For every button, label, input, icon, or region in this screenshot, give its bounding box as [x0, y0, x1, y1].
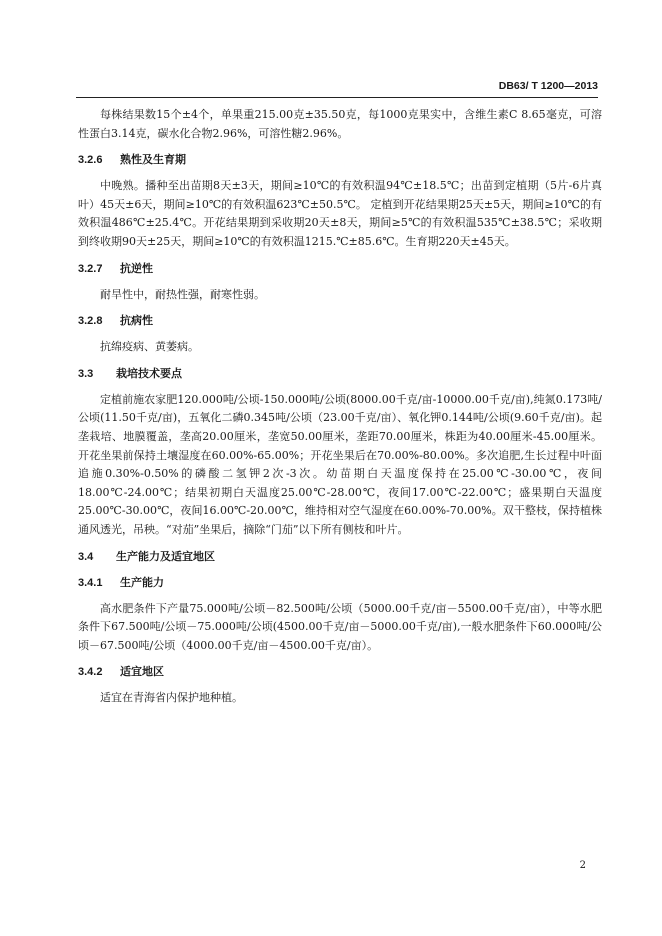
production-capacity-paragraph: 高水肥条件下产量75.000吨/公顷－82.500吨/公顷（5000.00千克/亩－5500.00千克/亩），中等水肥条件下67.500吨/公顷－75.000吨/公顷(4500.00千克/亩－5000.00千克/亩),一般水肥条件下60.000吨/公顷－67.500吨/公顷（4000.00千克/亩－4500.00千克/亩）。: [78, 601, 602, 652]
document-body: [78, 106, 602, 716]
fruit-quality-paragraph: 每株结果数15个±4个，单果重215.00克±35.50克，每1000克果实中，含维生素C 8.65毫克，可溶性蛋白3.14克，碳水化合物2.96%，可溶性糖2.96%。: [78, 108, 602, 140]
section-title: 熟性及生育期: [120, 153, 186, 167]
section-heading-3-2-6: [78, 151, 602, 169]
section-number: 3.2.6: [78, 154, 103, 167]
section-title: 生产能力: [120, 575, 164, 589]
standard-code: DB63/ T 1200—2013: [498, 80, 598, 92]
suitable-region-paragraph: 适宜在青海省内保护地种植。: [100, 691, 243, 705]
section-number: 3.3: [78, 367, 94, 380]
section-heading-3-3: [78, 365, 602, 383]
cultivation-paragraph: 定植前施农家肥120.000吨/公顷-150.000吨/公顷(8000.00千克/亩-10000.00千克/亩),纯氮0.173吨/公顷(11.50千克/亩)，五氧化二磷0.345吨/公顷（23.00千克/亩）、氧化钾0.144吨/公顷(9.60千克/亩)。起垄栽培、地膜覆盖，垄高20.00厘米，垄宽50.00厘米，垄距70.00厘米，株距为40.00厘米-45.00厘米。开花坐果前保持土壤湿度在60.00%-65.00%；开花坐果后在70.00%-80.00%。多次追肥,生长过程中叶面追施0.30%-0.50%的磷酸二氢钾2次-3次。幼苗期白天温度保持在25.00℃-30.00℃，夜间18.00℃-24.00℃；结果初期白天温度25.00℃-28.00℃，夜间17.00℃-22.00℃；盛果期白天温度25.00℃-30.00℃，夜间16.00℃-20.00℃，维持相对空气湿度在60.00%-70.00%。双干整枝，保持植株通风透光，吊秧。“对茄”坐果后，摘除“门茄”以下所有侧枝和叶片。: [78, 392, 602, 536]
section-heading-3-4: [78, 548, 602, 566]
page-number: 2: [579, 860, 586, 871]
section-number: 3.4: [78, 550, 94, 563]
section-heading-3-2-7: [78, 260, 602, 278]
section-number: 3.2.7: [78, 262, 103, 275]
section-heading-3-4-2: [78, 663, 602, 681]
stress-resistance-paragraph: 耐旱性中，耐热性强，耐寒性弱。: [100, 287, 265, 301]
section-number: 3.4.1: [78, 576, 103, 589]
section-title: 生产能力及适宜地区: [116, 549, 215, 563]
section-number: 3.4.2: [78, 666, 103, 679]
maturity-paragraph: 中晚熟。播种至出苗期8天±3天，期间≥10℃的有效积温94℃±18.5℃；出苗到定植期（5片-6片真叶）45天±6天，期间≥10℃的有效积温623℃±50.5℃。 定植到开花结果期25天±5天，期间≥10℃的有效积温486℃±25.4℃。开花结果期到采收期20天±8天，期间≥5℃的有效积温535℃±38.5℃；采收期到终收期90天±25天，期间≥10℃的有效积温1215.℃±85.6℃。生育期220天±45天。: [78, 179, 602, 248]
section-title: 抗逆性: [120, 261, 153, 275]
section-title: 栽培技术要点: [116, 366, 182, 380]
disease-resistance-paragraph: 抗绵疫病、黄萎病。: [100, 340, 199, 354]
section-title: 抗病性: [120, 314, 153, 328]
header-rule: [76, 97, 598, 98]
section-heading-3-2-8: [78, 312, 602, 330]
section-title: 适宜地区: [120, 665, 164, 679]
section-heading-3-4-1: [78, 574, 602, 592]
section-number: 3.2.8: [78, 315, 103, 328]
